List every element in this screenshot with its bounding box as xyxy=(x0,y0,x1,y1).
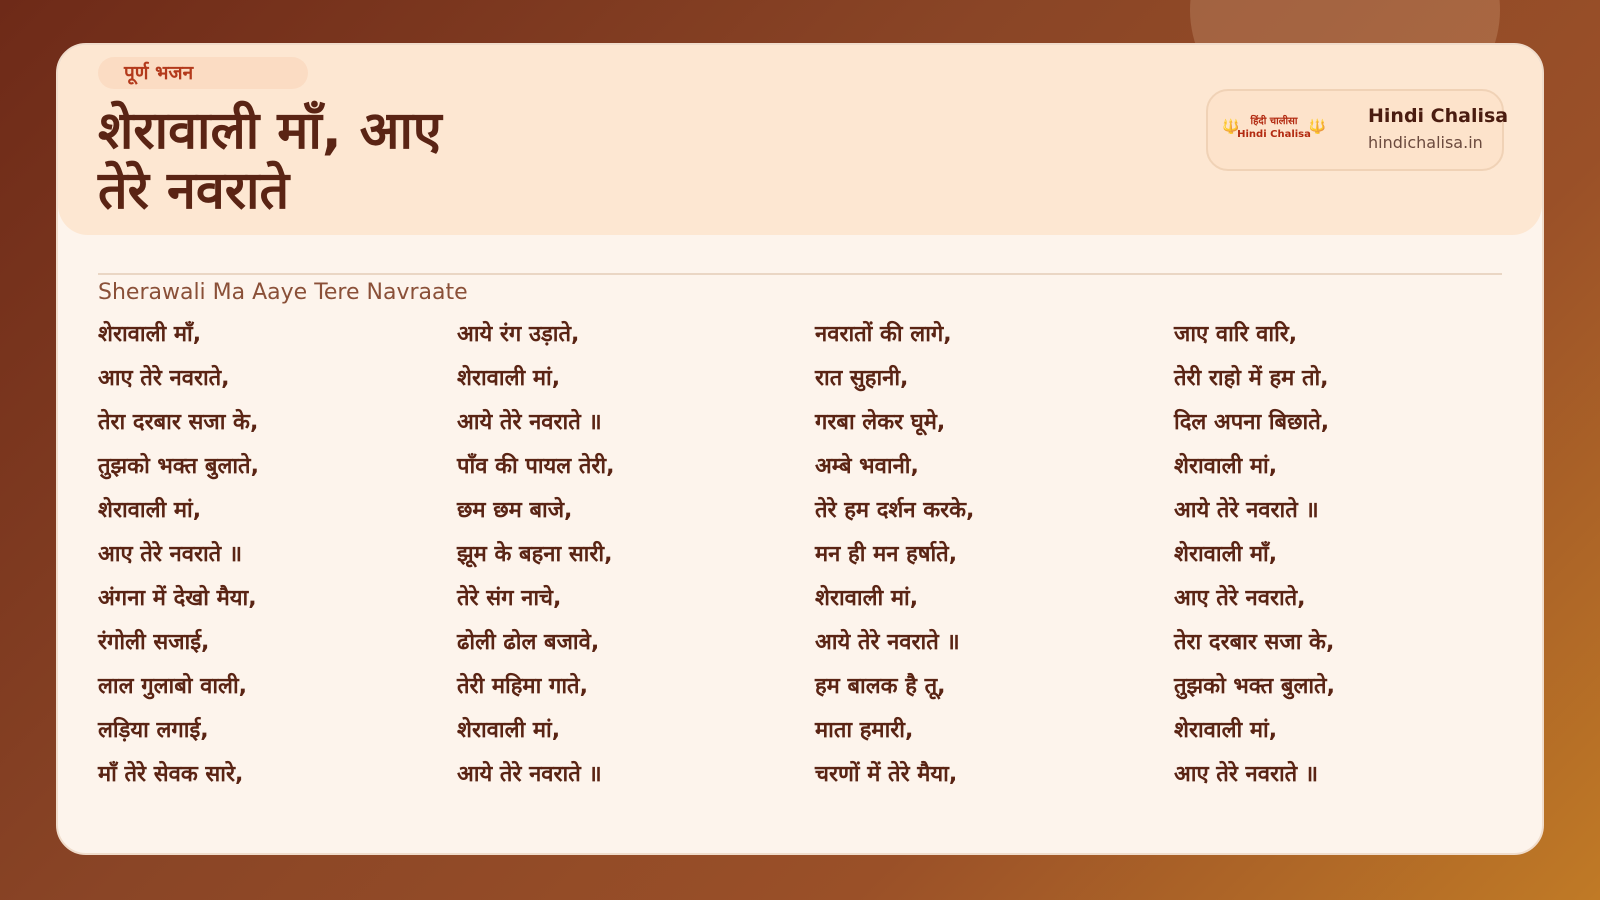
lyric-line: आए तेरे नवराते ॥ xyxy=(98,542,243,567)
lyric-line: रंगोली सजाई, xyxy=(98,630,210,655)
lyrics-column xyxy=(98,313,438,797)
lyric-line: झूम के बहना सारी, xyxy=(457,542,613,567)
lyric-line: आये तेरे नवराते ॥ xyxy=(457,762,602,787)
lyric-line: छम छम बाजे, xyxy=(457,498,573,523)
lyric-line: नवरातों की लागे, xyxy=(815,322,952,347)
lyric-line: आए तेरे नवराते ॥ xyxy=(1174,762,1319,787)
lyric-line: लड़िया लगाई, xyxy=(98,718,209,743)
lyric-line: लाल गुलाबो वाली, xyxy=(98,674,248,699)
lyric-line: शेरावाली माँ, xyxy=(98,322,202,347)
brand-url[interactable]: hindichalisa.in xyxy=(1368,133,1483,152)
lyric-line: दिल अपना बिछाते, xyxy=(1174,410,1330,435)
lyrics-card xyxy=(56,43,1544,855)
category-badge: पूर्ण भजन xyxy=(98,57,308,89)
lyric-line: मन ही मन हर्षाते, xyxy=(815,542,958,567)
lyric-line: तेरी राहो में हम तो, xyxy=(1174,366,1329,391)
lyric-line: अम्बे भवानी, xyxy=(815,454,919,479)
title-line: तेरे नवराते xyxy=(98,161,290,221)
lyric-line: हम बालक है तू, xyxy=(815,674,946,699)
logo-text: हिंदी चालीसा xyxy=(1250,116,1298,127)
lyric-line: शेरावाली मां, xyxy=(98,498,202,523)
lyric-line: शेरावाली मां, xyxy=(457,718,561,743)
lyric-line: चरणों में तेरे मैया, xyxy=(815,762,958,787)
lyric-line: तेरा दरबार सजा के, xyxy=(98,410,259,435)
brand-logo xyxy=(1222,115,1326,145)
lyric-line: तुझको भक्त बुलाते, xyxy=(1174,674,1335,699)
lyric-line: आए तेरे नवराते, xyxy=(1174,586,1306,611)
lyric-line: तेरे संग नाचे, xyxy=(457,586,562,611)
lyric-line: शेरावाली मां, xyxy=(1174,718,1278,743)
subtitle: Sherawali Ma Aaye Tere Navraate xyxy=(98,280,468,305)
lyric-line: पाँव की पायल तेरी, xyxy=(457,454,615,479)
lyric-line: गरबा लेकर घूमे, xyxy=(815,410,946,435)
lyric-line: शेरावाली मां, xyxy=(1174,454,1278,479)
page-title xyxy=(98,101,658,221)
title-line: शेरावाली माँ, आए xyxy=(98,101,442,161)
brand-name: Hindi Chalisa xyxy=(1368,105,1509,127)
lyric-line: आये रंग उड़ाते, xyxy=(457,322,580,347)
lyric-line: आए तेरे नवराते, xyxy=(98,366,230,391)
lyric-line: शेरावाली मां, xyxy=(457,366,561,391)
lyric-line: माँ तेरे सेवक सारे, xyxy=(98,762,244,787)
lyric-line: जाए वारि वारि, xyxy=(1174,322,1298,347)
lyrics-column xyxy=(457,313,797,797)
lyric-line: तेरी महिमा गाते, xyxy=(457,674,588,699)
lyric-line: आये तेरे नवराते ॥ xyxy=(457,410,602,435)
lyric-line: अंगना में देखो मैया, xyxy=(98,586,257,611)
lyric-line: आये तेरे नवराते ॥ xyxy=(815,630,960,655)
lyric-line: ढोली ढोल बजावे, xyxy=(457,630,600,655)
lyric-line: आये तेरे नवराते ॥ xyxy=(1174,498,1319,523)
lyric-line: माता हमारी, xyxy=(815,718,914,743)
header-band xyxy=(58,45,1542,235)
trident-icon: 🔱 xyxy=(1308,119,1326,135)
lyric-line: शेरावाली माँ, xyxy=(1174,542,1278,567)
lyrics-column xyxy=(815,313,1155,797)
lyric-line: तेरा दरबार सजा के, xyxy=(1174,630,1335,655)
lyric-line: शेरावाली मां, xyxy=(815,586,919,611)
brand-box[interactable] xyxy=(1206,89,1509,171)
lyric-line: तेरे हम दर्शन करके, xyxy=(815,498,975,523)
lyric-line: रात सुहानी, xyxy=(815,366,909,391)
divider xyxy=(98,273,1502,275)
logo-text: Hindi Chalisa xyxy=(1237,129,1311,140)
lyric-line: तुझको भक्त बुलाते, xyxy=(98,454,259,479)
lyrics-column xyxy=(1174,313,1514,797)
trident-icon: 🔱 xyxy=(1222,119,1240,135)
